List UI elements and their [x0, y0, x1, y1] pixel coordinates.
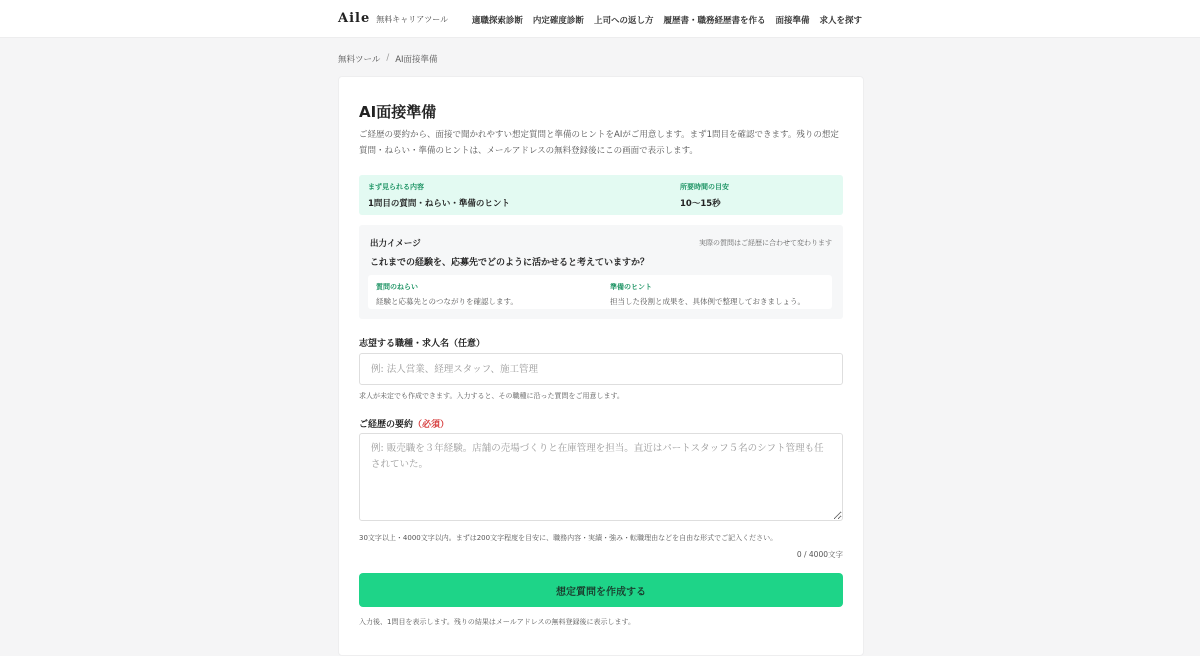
sample-aim-label: 質問のねらい [376, 283, 418, 291]
main-nav [472, 14, 862, 26]
page-title: AI面接準備 [359, 103, 437, 121]
sample-tip-text: 担当した役割と成果を、具体例で整理しておきましょう。 [610, 297, 805, 306]
output-sample [359, 225, 843, 319]
footer-note: 入力後、1問目を表示します。残りの結果はメールアドレスの無料登録後に表示します。 [359, 618, 635, 626]
logo-wordmark: Aile [338, 11, 371, 26]
time-estimate-label: 所要時間の目安 [680, 183, 729, 191]
job-field-label: 志望する職種・求人名（任意） [359, 339, 486, 349]
nav-item-job-search[interactable]: 求人を探す [819, 16, 862, 26]
breadcrumb-parent-link[interactable]: 無料ツール [338, 55, 381, 65]
summary-field-hint: 30文字以上・4000文字以内。まずは200文字程度を目安に、職務内容・実績・強み・転職理由などを自由な形式でご記入ください。 [359, 534, 778, 542]
nav-item-resume[interactable]: 履歴書・職務経歴書を作る [663, 16, 766, 26]
sample-heading: 出力イメージ [370, 239, 421, 249]
time-estimate-value: 10〜15秒 [680, 199, 721, 209]
breadcrumb [338, 53, 438, 65]
info-panel [359, 175, 843, 215]
job-title-input[interactable] [359, 353, 843, 385]
sample-tip-label: 準備のヒント [610, 283, 652, 291]
sample-note: 実際の質問はご経歴に合わせて変わります [699, 239, 832, 247]
create-questions-button[interactable]: 想定質問を作成する [359, 573, 843, 607]
time-estimate-info [680, 182, 729, 209]
job-field-hint: 求人が未定でも作成できます。入力すると、その職種に沿った質問をご用意します。 [359, 392, 624, 400]
page-intro: ご経歴の要約から、面接で聞かれやすい想定質問と準備のヒントをAIがご用意します。まず1問目を確認できます。残りの想定質問・ねらい・準備のヒントは、メールアドレスの無料登録後にこの画面で表示します。 [359, 130, 839, 156]
logo-subtitle: 無料キャリアツール [376, 15, 449, 24]
summary-field-label-group [359, 417, 449, 430]
summary-field-label: ご経歴の要約 [359, 420, 414, 430]
sample-tip [610, 282, 805, 307]
character-counter: 0 / 4000文字 [796, 550, 843, 559]
sample-details [368, 275, 832, 309]
first-result-label: まず見られる内容 [368, 183, 424, 191]
site-header [0, 0, 1200, 38]
nav-item-career-diagnosis[interactable]: 適職探索診断 [471, 16, 523, 26]
career-summary-textarea[interactable] [359, 433, 843, 521]
nav-item-boss-reply[interactable]: 上司への返し方 [593, 16, 654, 26]
breadcrumb-separator: / [386, 53, 390, 63]
interview-prep-card [338, 76, 864, 656]
nav-item-offer-diagnosis[interactable]: 内定確度診断 [532, 16, 584, 26]
sample-aim [376, 282, 518, 307]
breadcrumb-current: AI面接準備 [395, 55, 438, 65]
sample-question: これまでの経験を、応募先でどのように活かせると考えていますか？ [370, 258, 650, 268]
sample-aim-text: 経験と応募先とのつながりを確認します。 [376, 297, 518, 306]
required-badge: （必須） [413, 420, 450, 430]
first-result-value: 1問目の質問・ねらい・準備のヒント [368, 199, 510, 209]
first-result-info [368, 182, 510, 209]
logo[interactable] [338, 11, 448, 26]
nav-item-interview-prep[interactable]: 面接準備 [775, 16, 810, 26]
